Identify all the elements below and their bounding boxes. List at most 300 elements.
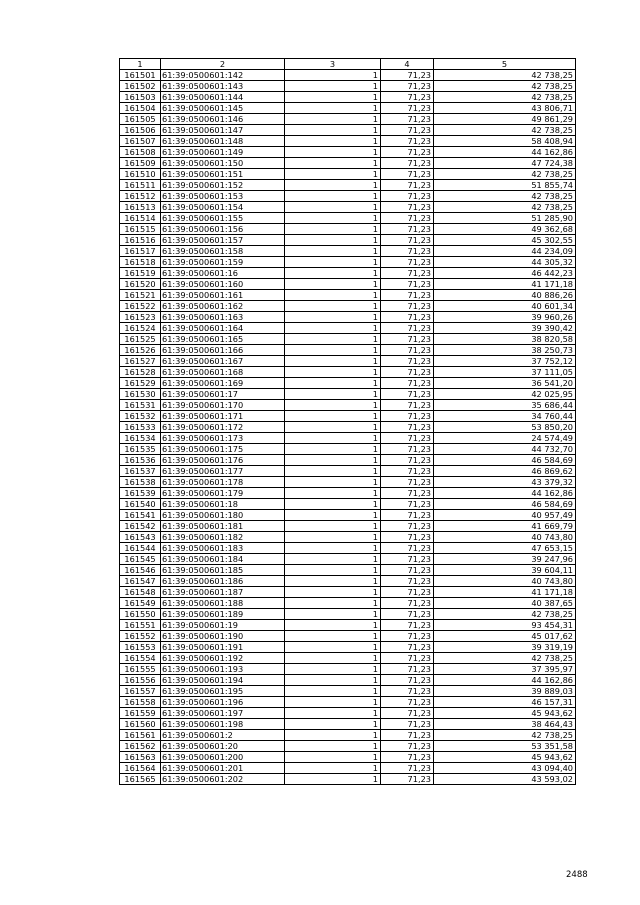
quantity-cell: 1 [285, 169, 381, 180]
table-row [120, 334, 576, 345]
value-cell: 40 601,34 [434, 301, 576, 312]
row-id-cell: 161542 [120, 521, 161, 532]
table-row [120, 213, 576, 224]
cadastral-number-cell: 61:39:0500601:160 [161, 279, 285, 290]
quantity-cell: 1 [285, 444, 381, 455]
row-id-cell: 161518 [120, 257, 161, 268]
quantity-cell: 1 [285, 510, 381, 521]
area-cell: 71,23 [381, 466, 434, 477]
cadastral-number-cell: 61:39:0500601:175 [161, 444, 285, 455]
row-id-cell: 161561 [120, 730, 161, 741]
table-row [120, 708, 576, 719]
row-id-cell: 161560 [120, 719, 161, 730]
row-id-cell: 161551 [120, 620, 161, 631]
value-cell: 46 584,69 [434, 499, 576, 510]
row-id-cell: 161515 [120, 224, 161, 235]
row-id-cell: 161537 [120, 466, 161, 477]
row-id-cell: 161552 [120, 631, 161, 642]
value-cell: 42 738,25 [434, 169, 576, 180]
area-cell: 71,23 [381, 598, 434, 609]
cadastral-number-cell: 61:39:0500601:17 [161, 389, 285, 400]
area-cell: 71,23 [381, 719, 434, 730]
quantity-cell: 1 [285, 609, 381, 620]
header-cell-4: 4 [381, 59, 434, 70]
area-cell: 71,23 [381, 455, 434, 466]
area-cell: 71,23 [381, 510, 434, 521]
quantity-cell: 1 [285, 532, 381, 543]
quantity-cell: 1 [285, 598, 381, 609]
table-row [120, 224, 576, 235]
area-cell: 71,23 [381, 92, 434, 103]
cadastral-number-cell: 61:39:0500601:190 [161, 631, 285, 642]
value-cell: 40 743,80 [434, 576, 576, 587]
quantity-cell: 1 [285, 499, 381, 510]
table-row [120, 235, 576, 246]
table-row [120, 686, 576, 697]
cadastral-number-cell: 61:39:0500601:149 [161, 147, 285, 158]
cadastral-number-cell: 61:39:0500601:148 [161, 136, 285, 147]
area-cell: 71,23 [381, 752, 434, 763]
cadastral-number-cell: 61:39:0500601:144 [161, 92, 285, 103]
row-id-cell: 161532 [120, 411, 161, 422]
cadastral-number-cell: 61:39:0500601:166 [161, 345, 285, 356]
cadastral-number-cell: 61:39:0500601:181 [161, 521, 285, 532]
area-cell: 71,23 [381, 609, 434, 620]
area-cell: 71,23 [381, 532, 434, 543]
cadastral-number-cell: 61:39:0500601:18 [161, 499, 285, 510]
row-id-cell: 161502 [120, 81, 161, 92]
quantity-cell: 1 [285, 268, 381, 279]
value-cell: 42 738,25 [434, 609, 576, 620]
table-row [120, 257, 576, 268]
value-cell: 37 395,97 [434, 664, 576, 675]
area-cell: 71,23 [381, 587, 434, 598]
area-cell: 71,23 [381, 774, 434, 785]
area-cell: 71,23 [381, 631, 434, 642]
value-cell: 43 806,71 [434, 103, 576, 114]
quantity-cell: 1 [285, 147, 381, 158]
area-cell: 71,23 [381, 246, 434, 257]
table-row [120, 422, 576, 433]
quantity-cell: 1 [285, 686, 381, 697]
quantity-cell: 1 [285, 664, 381, 675]
value-cell: 51 285,90 [434, 213, 576, 224]
row-id-cell: 161523 [120, 312, 161, 323]
value-cell: 43 593,02 [434, 774, 576, 785]
quantity-cell: 1 [285, 477, 381, 488]
quantity-cell: 1 [285, 400, 381, 411]
cadastral-number-cell: 61:39:0500601:192 [161, 653, 285, 664]
table-row [120, 70, 576, 81]
area-cell: 71,23 [381, 576, 434, 587]
cadastral-number-cell: 61:39:0500601:182 [161, 532, 285, 543]
row-id-cell: 161508 [120, 147, 161, 158]
quantity-cell: 1 [285, 697, 381, 708]
table-row [120, 774, 576, 785]
value-cell: 49 861,29 [434, 114, 576, 125]
table-row [120, 697, 576, 708]
quantity-cell: 1 [285, 620, 381, 631]
area-cell: 71,23 [381, 521, 434, 532]
cadastral-number-cell: 61:39:0500601:16 [161, 268, 285, 279]
quantity-cell: 1 [285, 730, 381, 741]
value-cell: 46 442,23 [434, 268, 576, 279]
row-id-cell: 161553 [120, 642, 161, 653]
cadastral-number-cell: 61:39:0500601:198 [161, 719, 285, 730]
area-cell: 71,23 [381, 356, 434, 367]
row-id-cell: 161554 [120, 653, 161, 664]
quantity-cell: 1 [285, 367, 381, 378]
cadastral-number-cell: 61:39:0500601:177 [161, 466, 285, 477]
table-row [120, 400, 576, 411]
area-cell: 71,23 [381, 477, 434, 488]
row-id-cell: 161543 [120, 532, 161, 543]
quantity-cell: 1 [285, 70, 381, 81]
area-cell: 71,23 [381, 70, 434, 81]
cadastral-number-cell: 61:39:0500601:200 [161, 752, 285, 763]
value-cell: 41 669,79 [434, 521, 576, 532]
cadastral-number-cell: 61:39:0500601:173 [161, 433, 285, 444]
header-cell-3: 3 [285, 59, 381, 70]
cadastral-number-cell: 61:39:0500601:171 [161, 411, 285, 422]
area-cell: 71,23 [381, 741, 434, 752]
area-cell: 71,23 [381, 499, 434, 510]
area-cell: 71,23 [381, 169, 434, 180]
value-cell: 40 743,80 [434, 532, 576, 543]
area-cell: 71,23 [381, 488, 434, 499]
quantity-cell: 1 [285, 389, 381, 400]
row-id-cell: 161526 [120, 345, 161, 356]
quantity-cell: 1 [285, 290, 381, 301]
table-row [120, 587, 576, 598]
value-cell: 45 943,62 [434, 752, 576, 763]
table-row [120, 631, 576, 642]
value-cell: 44 234,09 [434, 246, 576, 257]
value-cell: 45 302,55 [434, 235, 576, 246]
cadastral-number-cell: 61:39:0500601:183 [161, 543, 285, 554]
header-row [120, 59, 576, 70]
row-id-cell: 161547 [120, 576, 161, 587]
row-id-cell: 161513 [120, 202, 161, 213]
row-id-cell: 161506 [120, 125, 161, 136]
cadastral-number-cell: 61:39:0500601:172 [161, 422, 285, 433]
cadastral-number-cell: 61:39:0500601:188 [161, 598, 285, 609]
value-cell: 42 738,25 [434, 653, 576, 664]
row-id-cell: 161556 [120, 675, 161, 686]
cadastral-number-cell: 61:39:0500601:2 [161, 730, 285, 741]
table-row [120, 345, 576, 356]
row-id-cell: 161505 [120, 114, 161, 125]
quantity-cell: 1 [285, 565, 381, 576]
cadastral-number-cell: 61:39:0500601:194 [161, 675, 285, 686]
table-row [120, 444, 576, 455]
table-row [120, 719, 576, 730]
quantity-cell: 1 [285, 246, 381, 257]
row-id-cell: 161529 [120, 378, 161, 389]
cadastral-number-cell: 61:39:0500601:202 [161, 774, 285, 785]
table-row [120, 565, 576, 576]
header-cell-5: 5 [434, 59, 576, 70]
value-cell: 46 869,62 [434, 466, 576, 477]
row-id-cell: 161546 [120, 565, 161, 576]
area-cell: 71,23 [381, 389, 434, 400]
cadastral-number-cell: 61:39:0500601:197 [161, 708, 285, 719]
row-id-cell: 161558 [120, 697, 161, 708]
quantity-cell: 1 [285, 763, 381, 774]
value-cell: 39 889,03 [434, 686, 576, 697]
value-cell: 36 541,20 [434, 378, 576, 389]
row-id-cell: 161539 [120, 488, 161, 499]
quantity-cell: 1 [285, 103, 381, 114]
area-cell: 71,23 [381, 103, 434, 114]
table-row [120, 169, 576, 180]
row-id-cell: 161549 [120, 598, 161, 609]
quantity-cell: 1 [285, 202, 381, 213]
cadastral-number-cell: 61:39:0500601:184 [161, 554, 285, 565]
value-cell: 46 157,31 [434, 697, 576, 708]
table-row [120, 609, 576, 620]
row-id-cell: 161544 [120, 543, 161, 554]
row-id-cell: 161534 [120, 433, 161, 444]
table-row [120, 202, 576, 213]
cadastral-number-cell: 61:39:0500601:150 [161, 158, 285, 169]
row-id-cell: 161557 [120, 686, 161, 697]
cadastral-number-cell: 61:39:0500601:165 [161, 334, 285, 345]
cadastral-number-cell: 61:39:0500601:167 [161, 356, 285, 367]
table-row [120, 675, 576, 686]
row-id-cell: 161511 [120, 180, 161, 191]
value-cell: 45 017,62 [434, 631, 576, 642]
quantity-cell: 1 [285, 708, 381, 719]
quantity-cell: 1 [285, 301, 381, 312]
row-id-cell: 161503 [120, 92, 161, 103]
area-cell: 71,23 [381, 697, 434, 708]
table-row [120, 103, 576, 114]
value-cell: 46 584,69 [434, 455, 576, 466]
table-row [120, 191, 576, 202]
table-row [120, 620, 576, 631]
table-row [120, 312, 576, 323]
area-cell: 71,23 [381, 565, 434, 576]
value-cell: 49 362,68 [434, 224, 576, 235]
row-id-cell: 161516 [120, 235, 161, 246]
area-cell: 71,23 [381, 235, 434, 246]
cadastral-number-cell: 61:39:0500601:169 [161, 378, 285, 389]
cadastral-number-cell: 61:39:0500601:201 [161, 763, 285, 774]
area-cell: 71,23 [381, 675, 434, 686]
value-cell: 42 738,25 [434, 81, 576, 92]
cadastral-number-cell: 61:39:0500601:186 [161, 576, 285, 587]
cadastral-number-cell: 61:39:0500601:20 [161, 741, 285, 752]
table-row [120, 180, 576, 191]
row-id-cell: 161533 [120, 422, 161, 433]
table-row [120, 554, 576, 565]
area-cell: 71,23 [381, 664, 434, 675]
quantity-cell: 1 [285, 411, 381, 422]
row-id-cell: 161527 [120, 356, 161, 367]
quantity-cell: 1 [285, 224, 381, 235]
value-cell: 42 738,25 [434, 125, 576, 136]
value-cell: 37 111,05 [434, 367, 576, 378]
value-cell: 40 387,65 [434, 598, 576, 609]
table-row [120, 532, 576, 543]
table-row [120, 510, 576, 521]
value-cell: 39 247,96 [434, 554, 576, 565]
value-cell: 45 943,62 [434, 708, 576, 719]
area-cell: 71,23 [381, 543, 434, 554]
table-row [120, 125, 576, 136]
row-id-cell: 161541 [120, 510, 161, 521]
row-id-cell: 161504 [120, 103, 161, 114]
row-id-cell: 161562 [120, 741, 161, 752]
table-row [120, 356, 576, 367]
table-row [120, 455, 576, 466]
quantity-cell: 1 [285, 345, 381, 356]
table-row [120, 433, 576, 444]
quantity-cell: 1 [285, 323, 381, 334]
cadastral-number-cell: 61:39:0500601:158 [161, 246, 285, 257]
page-number: 2488 [566, 870, 588, 880]
quantity-cell: 1 [285, 378, 381, 389]
value-cell: 44 732,70 [434, 444, 576, 455]
area-cell: 71,23 [381, 191, 434, 202]
row-id-cell: 161535 [120, 444, 161, 455]
table-row [120, 763, 576, 774]
area-cell: 71,23 [381, 312, 434, 323]
area-cell: 71,23 [381, 653, 434, 664]
cadastral-number-cell: 61:39:0500601:159 [161, 257, 285, 268]
quantity-cell: 1 [285, 675, 381, 686]
row-id-cell: 161525 [120, 334, 161, 345]
value-cell: 35 686,44 [434, 400, 576, 411]
row-id-cell: 161555 [120, 664, 161, 675]
quantity-cell: 1 [285, 433, 381, 444]
row-id-cell: 161530 [120, 389, 161, 400]
area-cell: 71,23 [381, 114, 434, 125]
value-cell: 24 574,49 [434, 433, 576, 444]
quantity-cell: 1 [285, 488, 381, 499]
area-cell: 71,23 [381, 301, 434, 312]
value-cell: 42 738,25 [434, 70, 576, 81]
table-body [120, 70, 576, 785]
value-cell: 47 724,38 [434, 158, 576, 169]
table-row [120, 411, 576, 422]
quantity-cell: 1 [285, 521, 381, 532]
table-row [120, 290, 576, 301]
area-cell: 71,23 [381, 422, 434, 433]
cadastral-number-cell: 61:39:0500601:180 [161, 510, 285, 521]
quantity-cell: 1 [285, 136, 381, 147]
area-cell: 71,23 [381, 125, 434, 136]
row-id-cell: 161510 [120, 169, 161, 180]
row-id-cell: 161509 [120, 158, 161, 169]
table-row [120, 246, 576, 257]
cadastral-number-cell: 61:39:0500601:189 [161, 609, 285, 620]
quantity-cell: 1 [285, 257, 381, 268]
area-cell: 71,23 [381, 400, 434, 411]
area-cell: 71,23 [381, 433, 434, 444]
data-table [119, 58, 576, 785]
row-id-cell: 161522 [120, 301, 161, 312]
value-cell: 53 351,58 [434, 741, 576, 752]
quantity-cell: 1 [285, 774, 381, 785]
quantity-cell: 1 [285, 631, 381, 642]
area-cell: 71,23 [381, 268, 434, 279]
area-cell: 71,23 [381, 81, 434, 92]
value-cell: 39 319,19 [434, 642, 576, 653]
quantity-cell: 1 [285, 576, 381, 587]
table-row [120, 147, 576, 158]
table-row [120, 92, 576, 103]
area-cell: 71,23 [381, 323, 434, 334]
table-row [120, 114, 576, 125]
value-cell: 38 250,73 [434, 345, 576, 356]
cadastral-number-cell: 61:39:0500601:154 [161, 202, 285, 213]
value-cell: 43 379,32 [434, 477, 576, 488]
row-id-cell: 161531 [120, 400, 161, 411]
quantity-cell: 1 [285, 422, 381, 433]
cadastral-number-cell: 61:39:0500601:153 [161, 191, 285, 202]
area-cell: 71,23 [381, 763, 434, 774]
quantity-cell: 1 [285, 180, 381, 191]
area-cell: 71,23 [381, 708, 434, 719]
area-cell: 71,23 [381, 411, 434, 422]
area-cell: 71,23 [381, 730, 434, 741]
quantity-cell: 1 [285, 719, 381, 730]
area-cell: 71,23 [381, 290, 434, 301]
row-id-cell: 161512 [120, 191, 161, 202]
row-id-cell: 161564 [120, 763, 161, 774]
table-row [120, 279, 576, 290]
area-cell: 71,23 [381, 642, 434, 653]
cadastral-number-cell: 61:39:0500601:145 [161, 103, 285, 114]
value-cell: 38 820,58 [434, 334, 576, 345]
table-row [120, 301, 576, 312]
quantity-cell: 1 [285, 92, 381, 103]
value-cell: 44 162,86 [434, 675, 576, 686]
area-cell: 71,23 [381, 180, 434, 191]
table-row [120, 499, 576, 510]
row-id-cell: 161507 [120, 136, 161, 147]
cadastral-number-cell: 61:39:0500601:161 [161, 290, 285, 301]
table-row [120, 367, 576, 378]
table-row [120, 741, 576, 752]
row-id-cell: 161514 [120, 213, 161, 224]
value-cell: 53 850,20 [434, 422, 576, 433]
quantity-cell: 1 [285, 158, 381, 169]
value-cell: 39 604,11 [434, 565, 576, 576]
row-id-cell: 161540 [120, 499, 161, 510]
value-cell: 40 957,49 [434, 510, 576, 521]
value-cell: 43 094,40 [434, 763, 576, 774]
value-cell: 44 162,86 [434, 147, 576, 158]
value-cell: 58 408,94 [434, 136, 576, 147]
value-cell: 41 171,18 [434, 587, 576, 598]
cadastral-number-cell: 61:39:0500601:193 [161, 664, 285, 675]
value-cell: 41 171,18 [434, 279, 576, 290]
area-cell: 71,23 [381, 213, 434, 224]
header-cell-1: 1 [120, 59, 161, 70]
header-cell-2: 2 [161, 59, 285, 70]
table-row [120, 752, 576, 763]
row-id-cell: 161550 [120, 609, 161, 620]
cadastral-number-cell: 61:39:0500601:179 [161, 488, 285, 499]
table-row [120, 664, 576, 675]
row-id-cell: 161501 [120, 70, 161, 81]
area-cell: 71,23 [381, 136, 434, 147]
value-cell: 34 760,44 [434, 411, 576, 422]
row-id-cell: 161520 [120, 279, 161, 290]
